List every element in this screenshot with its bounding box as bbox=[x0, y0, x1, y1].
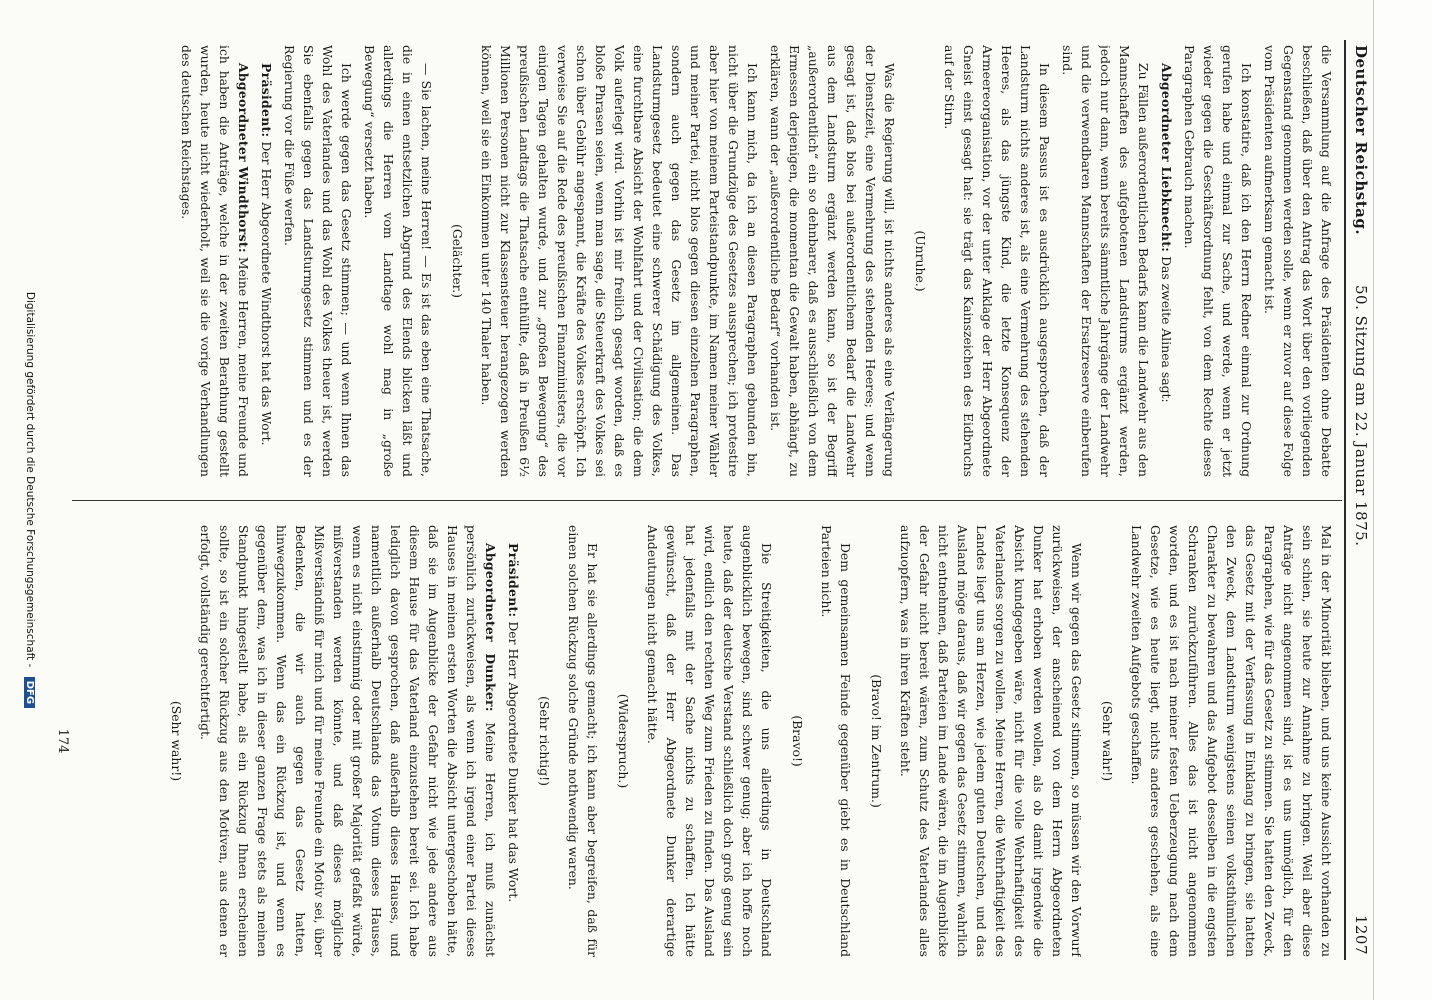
left-column bbox=[76, 45, 1336, 477]
header-rule bbox=[1344, 40, 1346, 960]
paragraph: Was die Regierung will, ist nichts anderes als eine Verlängerung der Dienstzeit, eine Vermehrung des stehenden Heeres; und wenn gesagt ist, daß blos bei außerordentlichem Bedarf die Landwehr aus dem Landsturm ergänzt werden kann, so ist der Begriff „außerordentlich“ ein so dehnbarer, daß es ausschließlich von dem Ermessen derjenigen, die momentan die Gewalt haben, abhängt, zu erklären, wann der „außerordentliche Bedarf“ vorhanden ist. bbox=[768, 45, 897, 477]
paragraph: Wenn wir gegen das Gesetz stimmen, so müssen wir den Vorwurf zurückweisen, der anscheinend von dem Herrn Abgeordneten Dunker hat erhoben werden wollen, als ob damit irgendwie die Absicht kundgegeben wäre, nicht für die volle Wehrhaftigkeit des Vaterlandes sorgen zu wollen. Meine Herren, die Wehrhaftigkeit des Landes liegt uns am Herzen, wie jedem guten Deutschen, und das Ausland möge daraus, daß wir gegen das Gesetz stimmen, wahrlich nicht entnehmen, daß Parteien im Lande wären, die im Augenblicke der Gefahr nicht bereit wären, zum Schutz des Vaterlandes alles aufzuopfern, was in ihren Kräften steht. bbox=[898, 525, 1084, 957]
speaker-paragraph bbox=[1157, 45, 1176, 477]
paragraph: Ich konstatire, daß ich den Herrn Redner einmal zur Ordnung gerufen habe und einmal zur Sache, und werde, wenn er jetzt wieder gegen die Geschäftsordnung fehlt, von dem Rechte dieses Paragraphen Gebrauch machen. bbox=[1182, 45, 1254, 477]
paragraph: Ich werde gegen das Gesetz stimmen; — und wenn Ihnen das Wohl des Vaterlandes und das Wohl des Volkes theuer ist, werden Sie ebenfalls gegen das Landsturmgesetz stimmen und es der Regierung vor die Füße werfen. bbox=[282, 45, 354, 477]
dfg-logo: DFG bbox=[24, 677, 35, 708]
paragraph: Dem gemeinsamen Feinde gegenüber giebt es in Deutschland Parteien nicht. bbox=[819, 525, 853, 957]
scan-border bbox=[1373, 0, 1432, 1000]
speaker-paragraph bbox=[504, 525, 523, 957]
publication-title: Deutscher Reichstag. bbox=[1352, 45, 1370, 236]
speaker-paragraph bbox=[177, 45, 253, 477]
speech-text: Der Herr Abgeordnete Dunker hat das Wort. bbox=[506, 617, 521, 903]
signature-mark: 174 bbox=[55, 728, 70, 754]
page-number: 1207 bbox=[1352, 914, 1370, 955]
paragraph: die Versammlung auf die Anfrage des Präsidenten ohne Debatte beschließen, daß über den Antrag das Wort über den vorliegenden Gegenstand genommen werden solle, wenn er zuvor auf diese Folge vom Präsidenten aufmerksam gemacht ist. bbox=[1262, 45, 1334, 477]
session-date: 50. Sitzung am 22. Januar 1875. bbox=[1352, 285, 1370, 547]
interjection: (Unruhe.) bbox=[913, 230, 928, 292]
speaker-paragraph bbox=[257, 45, 276, 477]
paragraph: Er hat sie allerdings gemacht; ich kann aber begreifen, daß für einen solchen Rückzug solche Gründe nothwendig waren. bbox=[566, 525, 600, 957]
speech-text: Das zweite Alinea sagt: bbox=[1159, 252, 1174, 403]
interjection: (Sehr richtig!) bbox=[537, 696, 552, 786]
speaker-name: Präsident: bbox=[259, 63, 274, 138]
interjection: (Bravo! im Zentrum.) bbox=[869, 674, 884, 808]
interjection: (Widerspruch.) bbox=[616, 693, 631, 789]
quoted-paragraph: Zu Fällen außerordentlichen Bedarfs kann die Landwehr aus den Mannschaften des aufgebotenen Landsturms ergänzt werden, jedoch nur dann, wenn bereits sämmtliche Jahrgänge der Landwehr und die verwendbaren Mannschaften der Ersatzreserve einberufen sind. bbox=[1060, 45, 1151, 477]
paragraph: Mal in der Minorität blieben, und uns keine Aussicht vorhanden zu sein schien, sie heute zur Annahme zu bringen. Weil aber diese Anträge nicht angenommen sind, ist es uns unmöglich, für den Paragraphen, wie für das Gesetz zu stimmen. Sie hatten den Zweck, das Gesetz mit der Verfassung in Einklang zu bringen, sie hatten den Zweck, dem Landsturm wenigstens seinen volksthümlichen Charakter zu bewahren und das Aufgebot desselben in die engsten Schranken zurückzuführen. Alles das ist nicht angenommen worden, und es ist nach meiner festen Ueberzeugung nach dem Gesetze, wie es heute liegt, nichts anderes geschehen, als eine Landwehr zweiten Aufgebots geschaffen. bbox=[1129, 525, 1334, 957]
paragraph: In diesem Passus ist es ausdrücklich ausgesprochen, daß der Landsturm nichts anderes ist, als eine Vermehrung des stehenden Heeres, als das jüngste Kind, die letzte Konsequenz der Armeereorganisation, vor der unter Anklage der Herr Abgeordnete Gneist einst gesagt hat: sie trägt das Kainszeichen des Eidbruchs auf der Stirn. bbox=[942, 45, 1052, 477]
interjection: (Sehr wahr!) bbox=[169, 700, 184, 782]
interjection: (Bravo!) bbox=[790, 715, 805, 767]
interjection: (Sehr wahr!) bbox=[1100, 700, 1115, 782]
credit-text: Digitalisierung gefördert durch die Deutsche Forschungsgemeinschaft - bbox=[24, 291, 36, 668]
speech-text: Meine Herren, meine Freunde und ich haben die Anträge, welche in der zweiten Berathung gestellt wurden, heute nicht wiederholt, weil sie die vorige Verhandlungen des deutschen Reichstages. bbox=[179, 45, 251, 477]
paragraph: Ich kann mich, da ich an diesen Paragraphen gebunden bin, nicht über die Grundzüge des Gesetzes aussprechen; ich protestire aber hier von meinem Parteistandpunkte, im Namen meiner Wähler und meiner Partei, nicht blos gegen diesen einzelnen Paragraphen, sondern auch gegen das Gesetz im allgemeinen. Das Landsturmgesetz bedeutet eine schwerer Schädigung des Volkes, eine furchtbare Absicht der Wohlfahrt und der Civilisation; die dem Volk auferlegt wird. Vorhin ist mir freilich gesagt worden, daß es bloße Phrasen seien, wenn man sage, die Steuerkraft des Volkes sei schon über Gebühr angespannt, die Kräfte des Volkes erschöpft. Ich verweise Sie auf die Rede des preußischen Finanzministers, die vor einigen Tagen gehalten wurde, und zur „großen Bewegung“ des preußischen Landtags die Thatsache enthüllte, daß in Preußen 6½ Millionen Personen nicht zur Klassensteuer herangezogen werden können, weil sie ein Einkommen unter 140 Thaler haben. bbox=[479, 45, 760, 477]
speaker-paragraph bbox=[196, 525, 500, 957]
speech-text: Meine Herren, ich muß zunächst persönlich zurückweisen, als wenn ich irgend einer Partei dieses Hauses in meinen ersten Worten die Absicht untergeschoben hätte, daß sie im Augenblicke der Gefahr nicht wie jede andere aus diesem Hause für das Vaterland einzustehen bereit sei. Ich habe lediglich davon gesprochen, daß außerhalb dieses Hauses, und namentlich außerhalb Deutschlands das Votum dieses Hauses, wenn es nicht einstimmig oder mit großer Majorität gefaßt würde, mißverstanden werden könnte, und daß dieses mögliche Mißverständniß für mich und für meine Freunde ein Motiv sei, über Bedenken, die wir auch gegen das Gesetz hatten, hinwegzukommen. Wenn das ein Rückzug ist, und wenn es gegenüber dem, was ich in dieser ganzen Frage stets als meinen Standpunkt hingestellt habe, als ein Rückzug Ihnen erscheinen sollte, so ist ein solcher Rückzug aus den Motiven, aus denen er erfolgt, vollständig gerechtfertigt. bbox=[198, 525, 498, 957]
speaker-name: Abgeordneter Liebknecht: bbox=[1159, 63, 1174, 253]
interjection: (Gelächter.) bbox=[450, 224, 465, 298]
running-head bbox=[1346, 45, 1372, 955]
digitization-credit bbox=[14, 0, 36, 1000]
speaker-name: Abgeordneter Windthorst: bbox=[236, 63, 251, 253]
paragraph: Die Streitigkeiten, die uns allerdings in Deutschland augenblicklich bewegen, sind schwer genug; aber ich hoffe noch heute, daß der deutsche Verstand schließlich doch groß genug sein wird, endlich den rechten Weg zum Frieden zu finden. Das Ausland hat jedenfalls mit der Sache nichts zu schaffen. Ich hätte gewünscht, daß der Herr Abgeordnete Dunker derartige Andeutungen nicht gemacht hätte. bbox=[645, 525, 774, 957]
speech-text: Der Herr Abgeordnete Windthorst hat das Wort. bbox=[259, 137, 274, 446]
column-divider bbox=[72, 500, 1342, 501]
speaker-name: Präsident: bbox=[506, 543, 521, 618]
paragraph: — Sie lachen, meine Herren! — Es ist das eben eine Thatsache, die in einen entsetzlichen Abgrund des Elends blicken läßt und allerdings die Herren vom Landtage wohl mag in „große Bewegung“ versetzt haben. bbox=[362, 45, 434, 477]
speaker-name: Abgeordneter Dunker: bbox=[483, 543, 498, 712]
right-column bbox=[76, 525, 1336, 957]
